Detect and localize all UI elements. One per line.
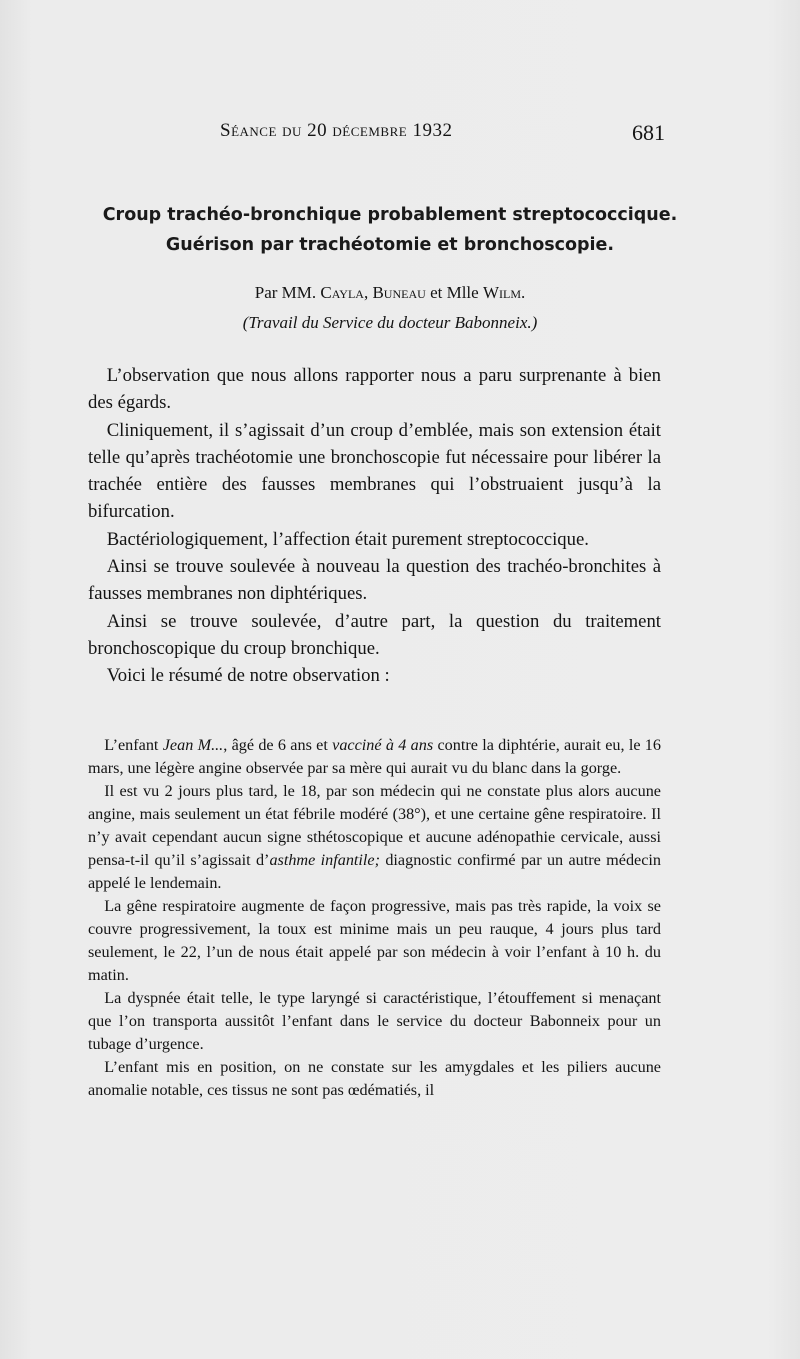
diagnosis-term: asthme infantile; (269, 851, 380, 869)
patient-name: Jean M... (162, 736, 224, 754)
case-paragraph: La dyspnée était telle, le type laryngé si caractéristique, l’étouffement si menaçant que l’on transporta aussitôt l’enfant dans le service du docteur Babonneix pour un tubage d’urgence. (88, 989, 661, 1053)
case-paragraph: Il est vu 2 jours plus tard, le 18, par son médecin qui ne constate plus alors aucune angine, mais seulement un état fébrile modéré (38°), et une certaine gêne respiratoire. Il n’y avait cependant aucun signe sthétoscopique et aucune adénopathie cervicale, aussi pensa-t-il qu’il s’agissait d’asthme infantile; diagnostic confirmé par un autre médecin appelé le lendemain. (88, 782, 661, 892)
intro-paragraph: Ainsi se trouve soulevée à nouveau la question des trachéo-bronchites à fausses membranes non diphtériques. (88, 556, 661, 605)
intro-paragraph: Ainsi se trouve soulevée, d’autre part, la question du traitement bronchoscopique du croup bronchique. (88, 610, 661, 659)
authors-line (60, 283, 720, 303)
authors-sep1: , (363, 283, 373, 302)
case-paragraph: L’enfant Jean M..., âgé de 6 ans et vacciné à 4 ans contre la diphtérie, aurait eu, le 16 mars, une légère angine observée par sa mère qui aurait vu du blanc dans la gorge. (88, 736, 661, 777)
intro-paragraph: Voici le résumé de notre observation : (106, 665, 390, 687)
author-cayla: Cayla (320, 283, 364, 302)
case-paragraph: La gêne respiratoire augmente de façon progressive, mais pas très rapide, la voix se couvre progressivement, la toux est minime mais un peu rauque, 4 jours plus tard seulement, le 22, l’un de nous était appelé par son médecin à voir l’enfant à 10 h. du matin. (88, 897, 661, 984)
authors-sep2: et Mlle (425, 283, 483, 302)
work-note: (Travail du Service du docteur Babonneix.) (242, 313, 538, 332)
authors-prefix: Par MM. (254, 283, 321, 302)
vaccination-note: vacciné à 4 ans (332, 736, 434, 754)
running-head-title: Séance du 20 décembre 1932 (220, 120, 453, 141)
case-paragraph: L’enfant mis en position, on ne constate sur les amygdales et les piliers aucune anomalie notable, ces tissus ne sont pas œdématiés, il (88, 1058, 661, 1099)
authors-end: . (521, 283, 526, 302)
author-wilm: Wilm (482, 283, 521, 302)
case-section (88, 734, 661, 1102)
page-number: 681 (632, 120, 665, 145)
intro-paragraph: Cliniquement, il s’agissait d’un croup d’emblée, mais son extension était telle qu’après trachéotomie une bronchoscopie fut nécessaire pour libérer la trachée entière des fausses membranes qui l’obstruaient jusqu’à la bifurcation. (88, 419, 661, 523)
running-head (90, 120, 665, 150)
intro-paragraph: Bactériologiquement, l’affection était purement streptococcique. (106, 528, 589, 550)
article-title (60, 200, 720, 260)
intro-section (88, 362, 661, 690)
intro-paragraph: L’observation que nous allons rapporter nous a paru surprenante à bien des égards. (88, 365, 661, 414)
article-title-line1: Croup trachéo-bronchique probablement streptococcique. (102, 205, 678, 225)
author-buneau: Buneau (372, 283, 426, 302)
article-title-line2: Guérison par trachéotomie et bronchoscopie. (165, 235, 615, 255)
